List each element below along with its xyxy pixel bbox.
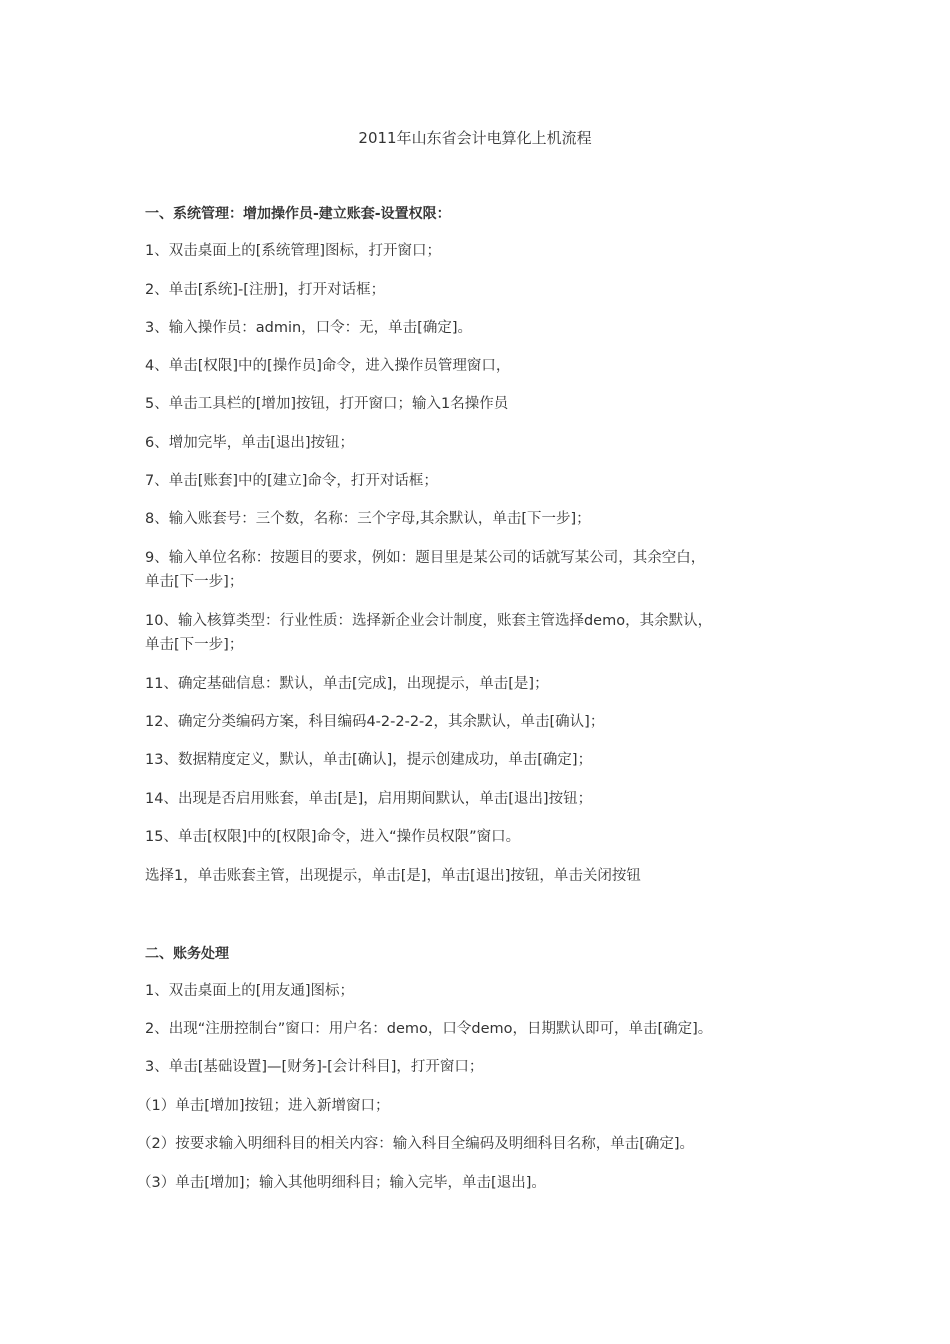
step-13: 13、数据精度定义，默认，单击[确认]，提示创建成功，单击[确定]； — [145, 752, 593, 768]
step-3: 3、输入操作员：admin，口令：无，单击[确定]。 — [145, 320, 472, 336]
step-2: 2、单击[系统]-[注册]，打开对话框； — [145, 282, 386, 298]
step-4: 4、单击[权限]中的[操作员]命令，进入操作员管理窗口， — [145, 358, 511, 374]
step-6: 6、增加完毕，单击[退出]按钮； — [145, 435, 355, 451]
step-12: 12、确定分类编码方案，科目编码4-2-2-2-2，其余默认，单击[确认]； — [145, 714, 605, 730]
step-15-note: 选择1，单击账套主管，出现提示，单击[是]，单击[退出]按钮，单击关闭按钮 — [145, 868, 641, 884]
step-11: 11、确定基础信息：默认，单击[完成]，出现提示，单击[是]； — [145, 676, 549, 692]
step-1: 1、双击桌面上的[系统管理]图标，打开窗口； — [145, 243, 442, 259]
step-9-continued: 单击[下一步]； — [145, 574, 244, 590]
step-9: 9、输入单位名称：按题目的要求，例如：题目里是某公司的话就写某公司，其余空白， — [145, 550, 706, 566]
step-7: 7、单击[账套]中的[建立]命令，打开对话框； — [145, 473, 438, 489]
section-heading-system-management: 一、系统管理：增加操作员-建立账套-设置权限： — [145, 206, 451, 222]
step-10: 10、输入核算类型：行业性质：选择新企业会计制度，账套主管选择demo，其余默认， — [145, 613, 713, 629]
step-14: 14、出现是否启用账套，单击[是]，启用期间默认，单击[退出]按钮； — [145, 791, 593, 807]
accounting-substep-3: （3）单击[增加]；输入其他明细科目；输入完毕，单击[退出]。 — [137, 1175, 546, 1191]
document-title: 2011年山东省会计电算化上机流程 — [358, 129, 592, 147]
section-heading-accounting: 二、账务处理 — [145, 946, 229, 962]
accounting-step-2: 2、出现“注册控制台”窗口：用户名：demo，口令demo，日期默认即可，单击[确定]。 — [145, 1021, 713, 1037]
accounting-substep-2: （2）按要求输入明细科目的相关内容：输入科目全编码及明细科目名称，单击[确定]。 — [137, 1136, 695, 1152]
step-10-continued: 单击[下一步]； — [145, 637, 244, 653]
accounting-step-1: 1、双击桌面上的[用友通]图标； — [145, 983, 355, 999]
step-5: 5、单击工具栏的[增加]按钮，打开窗口；输入1名操作员 — [145, 396, 509, 412]
step-15: 15、单击[权限]中的[权限]命令，进入“操作员权限”窗口。 — [145, 829, 521, 845]
accounting-step-3: 3、单击[基础设置]—[财务]-[会计科目]，打开窗口； — [145, 1059, 484, 1075]
step-8: 8、输入账套号：三个数，名称：三个字母,其余默认，单击[下一步]； — [145, 511, 591, 527]
accounting-substep-1: （1）单击[增加]按钮；进入新增窗口； — [137, 1098, 390, 1114]
